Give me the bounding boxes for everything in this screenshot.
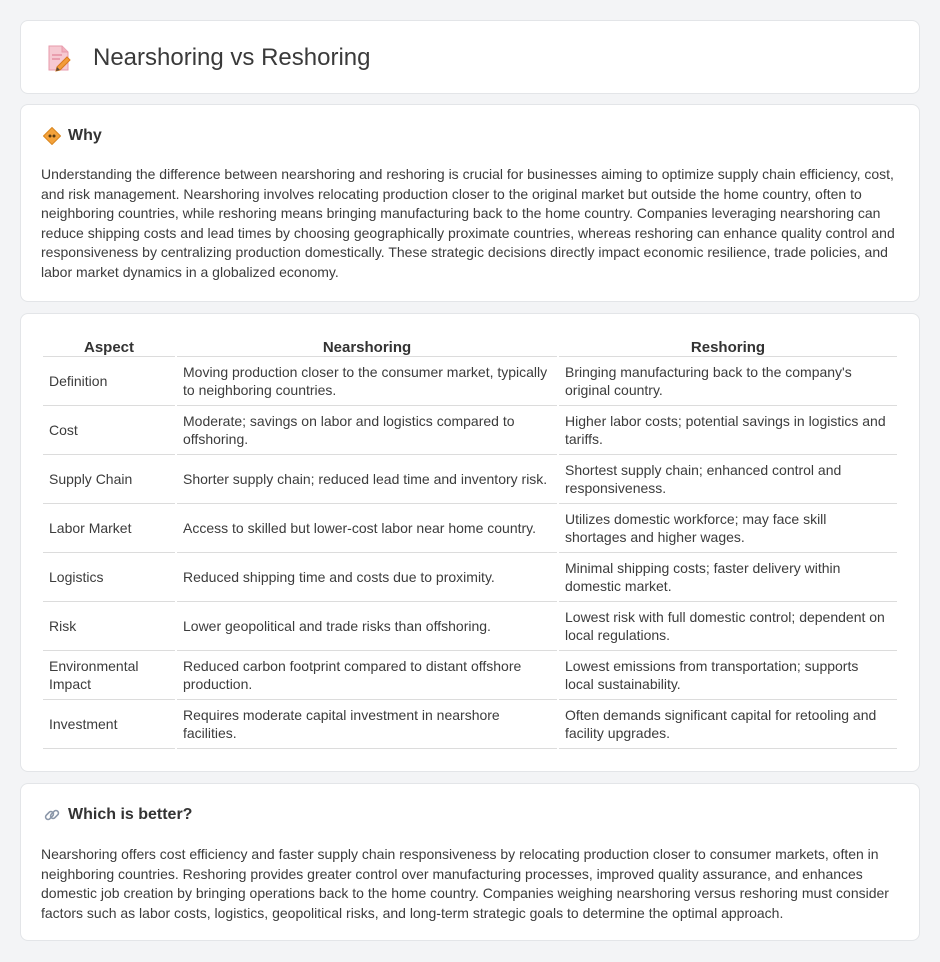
reshoring-cell: Utilizes domestic workforce; may face skill shortages and higher wages. — [559, 504, 897, 553]
why-section — [20, 104, 920, 302]
aspect-cell: Logistics — [43, 553, 175, 602]
document-pencil-icon — [45, 43, 73, 73]
why-body: Understanding the difference between nearshoring and reshoring is crucial for businesses aiming to optimize supply chain efficiency, cost, and risk management. Nearshoring involves relocating production closer to the original market but outside the home country, often to neighboring countries, while reshoring means bringing manufacturing back to the home country. Companies leveraging nearshoring can reduce shipping costs and lead times by choosing geographically proximate countries, whereas reshoring can enhance quality control and responsiveness by centralizing production domestically. These strategic decisions directly impact economic resilience, trade policies, and labor market dynamics in a globalized economy. — [41, 166, 895, 280]
table-header-row — [43, 334, 897, 357]
better-body: Nearshoring offers cost efficiency and faster supply chain responsiveness by relocating production closer to consumer markets, often in neighboring countries. Reshoring provides greater control over manufacturing processes, improved quality assurance, and enhances domestic job creation by bringing operations back to the home country. Companies weighing nearshoring versus reshoring must consider factors such as labor costs, logistics, geopolitical risks, and long-term strategic goals to determine the optimal approach. — [41, 846, 889, 921]
nearshoring-cell: Reduced shipping time and costs due to proximity. — [177, 553, 557, 602]
reshoring-cell: Bringing manufacturing back to the company's original country. — [559, 357, 897, 406]
table-row — [43, 455, 897, 504]
why-heading — [43, 127, 102, 145]
table-row — [43, 700, 897, 749]
aspect-cell: Cost — [43, 406, 175, 455]
reshoring-cell: Lowest emissions from transportation; supports local sustainability. — [559, 651, 897, 700]
diamond-sign-icon — [43, 127, 61, 145]
reshoring-cell: Higher labor costs; potential savings in logistics and tariffs. — [559, 406, 897, 455]
reshoring-cell: Lowest risk with full domestic control; dependent on local regulations. — [559, 602, 897, 651]
aspect-cell: Investment — [43, 700, 175, 749]
nearshoring-cell: Access to skilled but lower-cost labor near home country. — [177, 504, 557, 553]
table-row — [43, 651, 897, 700]
better-heading — [43, 806, 192, 824]
which-is-better-section — [20, 783, 920, 941]
header-nearshoring: Nearshoring — [177, 334, 557, 357]
reshoring-cell: Minimal shipping costs; faster delivery within domestic market. — [559, 553, 897, 602]
why-title: Why — [68, 127, 102, 144]
nearshoring-cell: Reduced carbon footprint compared to distant offshore production. — [177, 651, 557, 700]
table-row — [43, 406, 897, 455]
nearshoring-cell: Lower geopolitical and trade risks than offshoring. — [177, 602, 557, 651]
table-row — [43, 602, 897, 651]
link-icon — [43, 806, 61, 824]
aspect-cell: Definition — [43, 357, 175, 406]
aspect-cell: Environmental Impact — [43, 651, 175, 700]
title-row — [45, 43, 370, 73]
title-card — [20, 20, 920, 94]
nearshoring-cell: Moving production closer to the consumer market, typically to neighboring countries. — [177, 357, 557, 406]
comparison-table — [41, 334, 899, 749]
nearshoring-cell: Moderate; savings on labor and logistics compared to offshoring. — [177, 406, 557, 455]
header-aspect: Aspect — [43, 334, 175, 357]
aspect-cell: Risk — [43, 602, 175, 651]
reshoring-cell: Often demands significant capital for retooling and facility upgrades. — [559, 700, 897, 749]
nearshoring-cell: Requires moderate capital investment in nearshore facilities. — [177, 700, 557, 749]
header-reshoring: Reshoring — [559, 334, 897, 357]
table-row — [43, 357, 897, 406]
nearshoring-cell: Shorter supply chain; reduced lead time and inventory risk. — [177, 455, 557, 504]
aspect-cell: Labor Market — [43, 504, 175, 553]
comparison-table-card — [20, 313, 920, 772]
table-row — [43, 553, 897, 602]
page-title: Nearshoring vs Reshoring — [93, 44, 371, 71]
reshoring-cell: Shortest supply chain; enhanced control and responsiveness. — [559, 455, 897, 504]
aspect-cell: Supply Chain — [43, 455, 175, 504]
better-title: Which is better? — [68, 806, 193, 823]
table-row — [43, 504, 897, 553]
